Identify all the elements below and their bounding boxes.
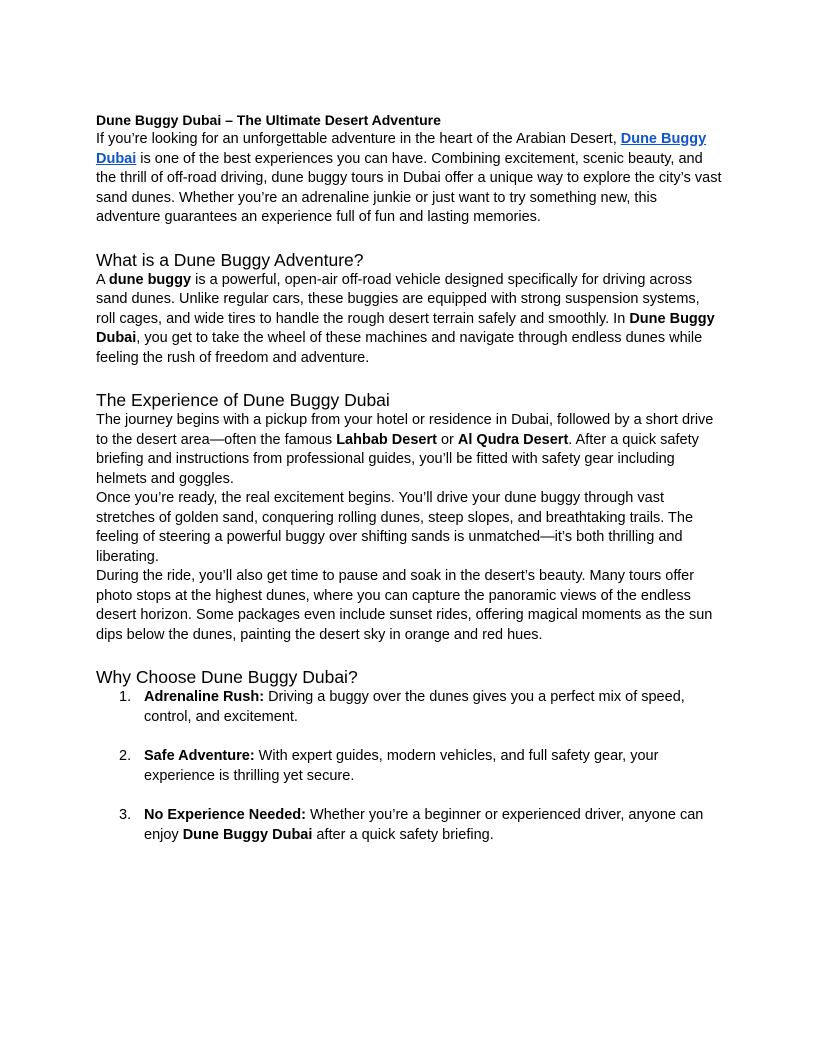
section-heading-what-is: What is a Dune Buggy Adventure?: [96, 249, 364, 270]
list-item-text: after a quick safety briefing.: [312, 826, 494, 843]
list-number: 3.: [119, 807, 132, 823]
section2-paragraph-1: [96, 411, 722, 489]
list-number: 1.: [119, 689, 132, 705]
list-item-label: Adrenaline Rush:: [144, 689, 265, 705]
bold-term: Dune Buggy Dubai: [182, 826, 313, 843]
text-run: . After a quick safety briefing and instructions from professional guides, you’ll be fitted with safety gear including helmets and goggles.: [96, 431, 699, 487]
bold-term: Al Qudra Desert: [457, 431, 569, 448]
list-item: [96, 688, 722, 727]
list-item-label: No Experience Needed:: [144, 807, 306, 823]
intro-paragraph: [96, 130, 722, 228]
list-item-text: Driving a buggy over the dunes gives you a perfect mix of speed, control, and excitement.: [144, 689, 685, 725]
list-item-text: Whether you’re a beginner or experienced driver, anyone can enjoy: [144, 807, 704, 843]
section-heading-why-choose: Why Choose Dune Buggy Dubai?: [96, 667, 358, 687]
section1-paragraph: [96, 271, 722, 369]
list-item-text: With expert guides, modern vehicles, and full safety gear, your experience is thrilling yet secure.: [144, 748, 659, 784]
section2-paragraph-3: During the ride, you’ll also get time to pause and soak in the desert’s beauty. Many tours offer photo stops at the highest dunes, where you can capture the panoramic views of the endless desert horizon. Some packages even include sunset rides, offering magical moments as the sun dips below the dunes, painting the desert sky in orange and red hues.: [96, 568, 713, 643]
bold-term: dune buggy: [108, 271, 192, 288]
bold-term: Lahbab Desert: [336, 431, 437, 448]
list-item-label: Safe Adventure:: [144, 748, 255, 764]
text-run: or: [436, 431, 458, 448]
text-run: The journey begins with a pickup from your hotel or residence in Dubai, followed by a short drive to the desert area—often the famous: [96, 412, 714, 448]
intro-text-end: is one of the best experiences you can have. Combining excitement, scenic beauty, and the thrill of off-road driving, dune buggy tours in Dubai offer a unique way to explore the city’s vast sand dunes. Whether you’re an adrenaline junkie or just want to try something new, this adventure guarantees an experience full of fun and lasting memories.: [96, 150, 722, 225]
text-run: is a powerful, open-air off-road vehicle designed specifically for driving across sand dunes. Unlike regular cars, these buggies are equipped with strong suspension systems, roll cages, and wide tires to handle the rough desert terrain safely and smoothly. In: [96, 271, 700, 327]
bold-term: Dune Buggy Dubai: [96, 310, 715, 346]
section2-paragraph-2: Once you’re ready, the real excitement begins. You’ll drive your dune buggy through vast stretches of golden sand, conquering rolling dunes, steep slopes, and breathtaking trails. The feeling of steering a powerful buggy over shifting sands is unmatched—it’s both thrilling and liberating.: [96, 490, 694, 565]
dune-buggy-dubai-link[interactable]: Dune Buggy Dubai: [96, 131, 707, 167]
list-item: [96, 747, 722, 786]
text-run: , you get to take the wheel of these machines and navigate through endless dunes while feeling the rush of freedom and adventure.: [96, 330, 703, 366]
list-number: 2.: [119, 748, 132, 764]
reasons-list: [96, 688, 722, 845]
list-item: [96, 806, 722, 845]
document-body: [96, 111, 722, 845]
document-title: Dune Buggy Dubai – The Ultimate Desert Adventure: [96, 112, 441, 128]
text-run: A: [96, 271, 109, 288]
section-heading-experience: The Experience of Dune Buggy Dubai: [96, 390, 390, 410]
intro-text-start: If you’re looking for an unforgettable adventure in the heart of the Arabian Desert,: [96, 131, 621, 147]
